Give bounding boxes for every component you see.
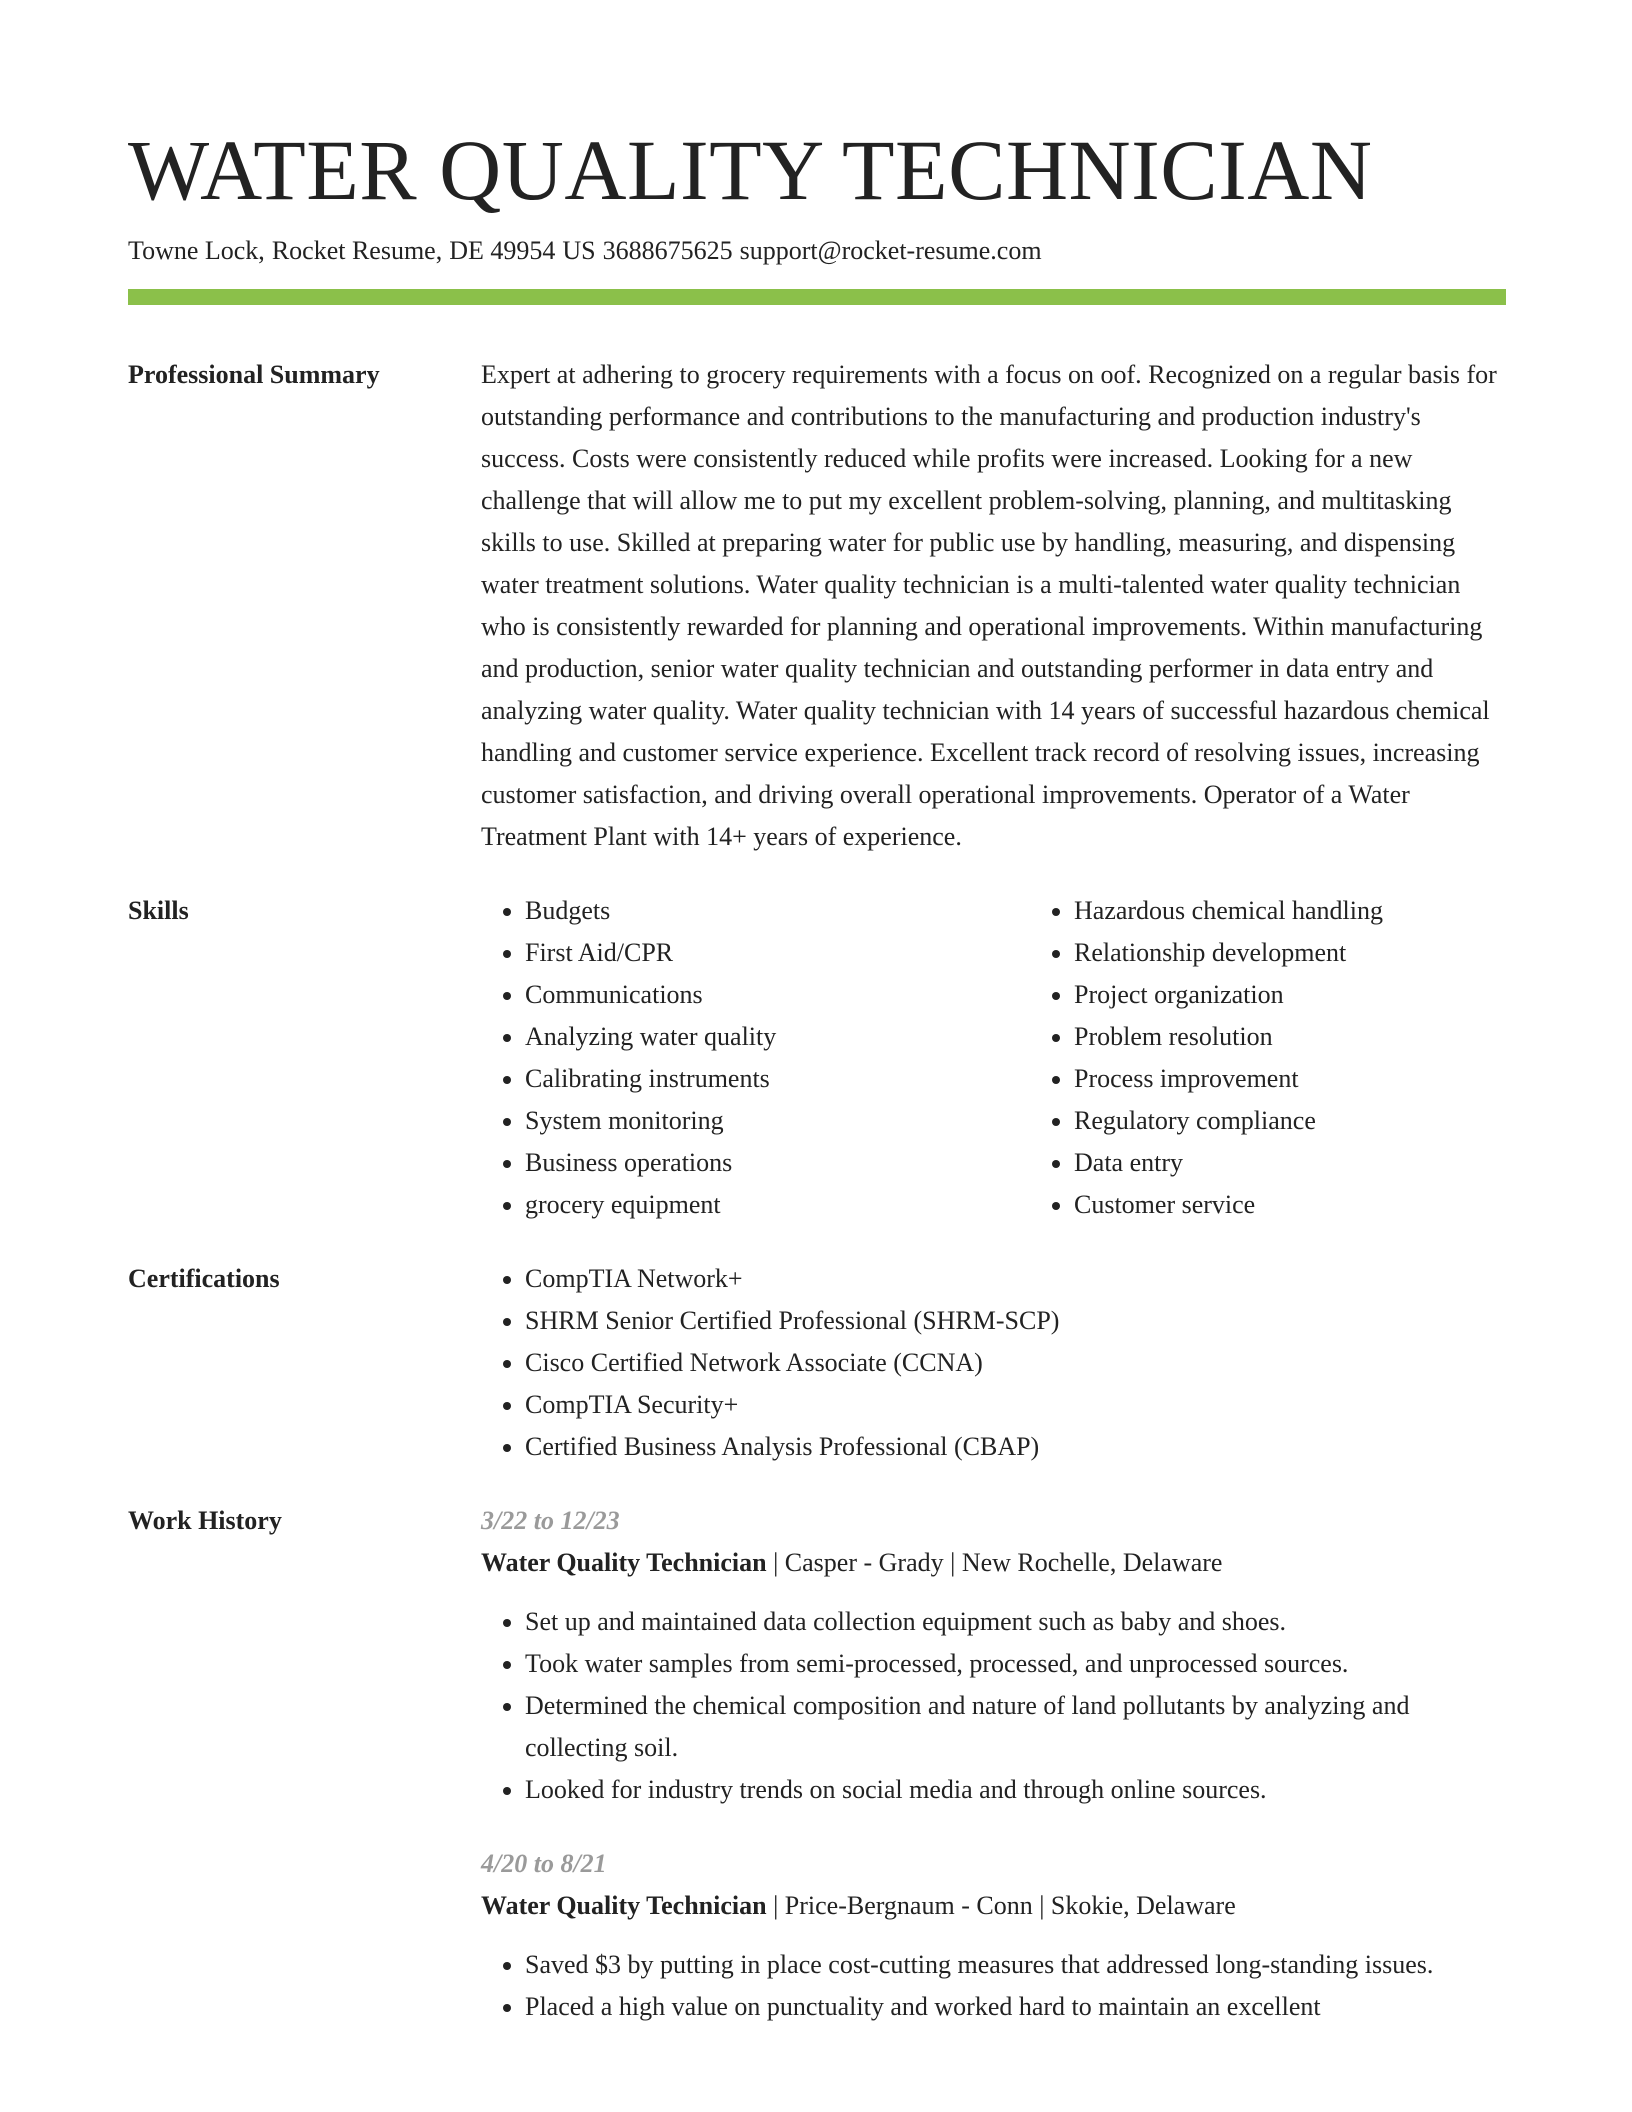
contact-line <box>128 234 1506 268</box>
job-bullets <box>481 1601 1506 1811</box>
skills-list-left <box>481 890 1030 1226</box>
skill-item: • Problem resolution <box>1074 1016 1579 1058</box>
contact-email[interactable]: support@rocket-resume.com <box>739 236 1042 265</box>
skill-item: • Business operations <box>525 1142 1030 1184</box>
skill-item: • Data entry <box>1074 1142 1579 1184</box>
job-bullet: • Set up and maintained data collection equipment such as baby and shoes. <box>525 1601 1506 1643</box>
skill-item: • Project organization <box>1074 974 1579 1016</box>
job-location: Skokie, Delaware <box>1050 1891 1236 1920</box>
contact-street: Towne Lock, <box>128 236 265 265</box>
skill-item: • Budgets <box>525 890 1030 932</box>
skills-list-right <box>1030 890 1579 1226</box>
skill-item: • Relationship development <box>1074 932 1579 974</box>
certifications-section <box>128 1258 1506 1468</box>
skill-item: • First Aid/CPR <box>525 932 1030 974</box>
job-heading: Water Quality Technician | Price-Bergnaum - Conn | Skokie, Delaware <box>481 1891 1236 1920</box>
header-divider <box>128 289 1506 305</box>
job-bullet: • Looked for industry trends on social media and through online sources. <box>525 1769 1506 1811</box>
skill-item: • System monitoring <box>525 1100 1030 1142</box>
job-bullet: • Placed a high value on punctuality and worked hard to maintain an excellent <box>525 1986 1506 2028</box>
skill-item: • Calibrating instruments <box>525 1058 1030 1100</box>
skill-item: • Process improvement <box>1074 1058 1579 1100</box>
summary-text: Expert at adhering to grocery requirements with a focus on oof. Recognized on a regular basis for outstanding performance and contributions to the manufacturing and production industry's success. Costs were consistently reduced while profits were increased. Looking for a new challenge that will allow me to put my excellent problem-solving, planning, and multitasking skills to use. Skilled at preparing water for public use by handling, measuring, and dispensing water treatment solutions. Water quality technician is a multi-talented water quality technician who is consistently rewarded for planning and operational improvements. Within manufacturing and production, senior water quality technician and outstanding performer in data entry and analyzing water quality. Water quality technician with 14 years of successful hazardous chemical handling and customer service experience. Excellent track record of resolving issues, increasing customer satisfaction, and driving overall operational improvements. Operator of a Water Treatment Plant with 14+ years of experience. <box>481 360 1497 851</box>
certification-item: • Cisco Certified Network Associate (CCNA) <box>525 1342 1506 1384</box>
skill-item: • Regulatory compliance <box>1074 1100 1579 1142</box>
certification-item: • CompTIA Security+ <box>525 1384 1506 1426</box>
contact-city: Rocket Resume, <box>271 236 443 265</box>
work-history-section <box>128 1500 1506 2028</box>
resume-name: WATER QUALITY TECHNICIAN <box>128 122 1373 218</box>
summary-heading: Professional Summary <box>128 360 380 389</box>
certification-item: • Certified Business Analysis Professional (CBAP) <box>525 1426 1506 1468</box>
work-history-body <box>481 1500 1506 2028</box>
job-location: New Rochelle, Delaware <box>961 1548 1223 1577</box>
job-heading: Water Quality Technician | Casper - Grady | New Rochelle, Delaware <box>481 1548 1223 1577</box>
contact-state-zip: DE 49954 <box>449 236 556 265</box>
summary-section <box>128 354 1506 858</box>
job-title: Water Quality Technician <box>481 1891 767 1920</box>
skills-columns <box>481 890 1579 1226</box>
skill-item: • Hazardous chemical handling <box>1074 890 1579 932</box>
job-entry <box>481 1500 1506 1811</box>
skills-section <box>128 890 1506 1226</box>
job-dates: 4/20 to 8/21 <box>481 1849 607 1878</box>
job-entry <box>481 1843 1506 2028</box>
certifications-body <box>481 1258 1506 1468</box>
job-bullet: • Determined the chemical composition and nature of land pollutants by analyzing and collecting soil. <box>525 1685 1506 1769</box>
contact-country: US <box>562 236 596 265</box>
job-company: Price-Bergnaum - Conn <box>784 1891 1033 1920</box>
skill-item: • Analyzing water quality <box>525 1016 1030 1058</box>
certification-item: • CompTIA Network+ <box>525 1258 1506 1300</box>
skill-item: • Customer service <box>1074 1184 1579 1226</box>
job-company: Casper - Grady <box>784 1548 944 1577</box>
skill-item: • Communications <box>525 974 1030 1016</box>
certification-item: • SHRM Senior Certified Professional (SHRM-SCP) <box>525 1300 1506 1342</box>
certifications-list <box>481 1258 1506 1468</box>
resume-page <box>128 118 1506 2028</box>
contact-phone: 3688675625 <box>602 236 733 265</box>
work-history-heading: Work History <box>128 1506 282 1535</box>
certifications-heading: Certifications <box>128 1264 280 1293</box>
job-bullets <box>481 1944 1506 2028</box>
skill-item: • grocery equipment <box>525 1184 1030 1226</box>
job-bullet: • Saved $3 by putting in place cost-cutting measures that addressed long-standing issues. <box>525 1944 1506 1986</box>
job-bullet: • Took water samples from semi-processed, processed, and unprocessed sources. <box>525 1643 1506 1685</box>
job-dates: 3/22 to 12/23 <box>481 1506 620 1535</box>
skills-heading: Skills <box>128 896 189 925</box>
job-title: Water Quality Technician <box>481 1548 767 1577</box>
